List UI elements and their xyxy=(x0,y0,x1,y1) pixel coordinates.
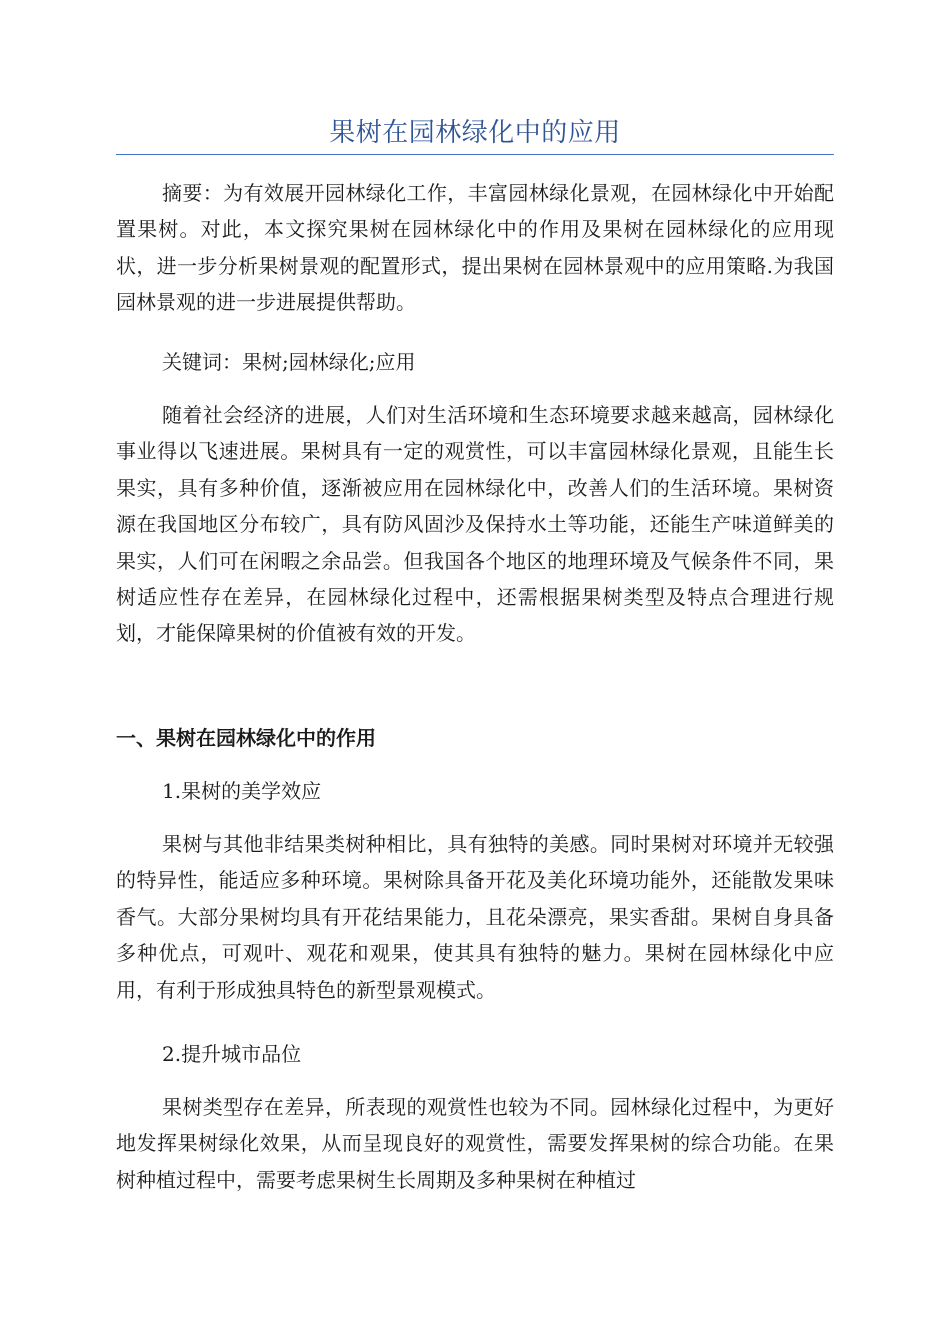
subsection-1-paragraph: 果树与其他非结果类树种相比，具有独特的美感。同时果树对环境并无较强的特异性，能适应多种环境。果树除具备开花及美化环境功能外，还能散发果味香气。大部分果树均具有开花结果能力，且花朵漂亮，果实香甜。果树自身具备多种优点，可观叶、观花和观果，使其具有独特的魅力。果树在园林绿化中应用，有利于形成独具特色的新型景观模式。 xyxy=(116,832,834,1002)
keywords-line: 关键词：果树;园林绿化;应用 xyxy=(162,350,416,374)
subsection-heading-2: 2.提升城市品位 xyxy=(162,1042,302,1066)
subsection-heading-1: 1.果树的美学效应 xyxy=(162,779,322,803)
abstract-paragraph: 摘要：为有效展开园林绿化工作，丰富园林绿化景观，在园林绿化中开始配置果树。对此，本文探究果树在园林绿化中的作用及果树在园林绿化的应用现状，进一步分析果树景观的配置形式，提出果树在园林景观中的应用策略.为我国园林景观的进一步进展提供帮助。 xyxy=(116,181,834,315)
document-title: 果树在园林绿化中的应用 xyxy=(329,118,621,148)
title-underline xyxy=(116,154,834,155)
intro-paragraph: 随着社会经济的进展，人们对生活环境和生态环境要求越来越高，园林绿化事业得以飞速进展。果树具有一定的观赏性，可以丰富园林绿化景观，且能生长果实，具有多种价值，逐渐被应用在园林绿化中，改善人们的生活环境。果树资源在我国地区分布较广，具有防风固沙及保持水土等功能，还能生产味道鲜美的果实，人们可在闲暇之余品尝。但我国各个地区的地理环境及气候条件不同，果树适应性存在差异，在园林绿化过程中，还需根据果树类型及特点合理进行规划，才能保障果树的价值被有效的开发。 xyxy=(116,403,834,646)
subsection-2-paragraph: 果树类型存在差异，所表现的观赏性也较为不同。园林绿化过程中，为更好地发挥果树绿化效果，从而呈现良好的观赏性，需要发挥果树的综合功能。在果树种植过程中，需要考虑果树生长周期及多种果树在种植过 xyxy=(116,1095,834,1192)
section-heading-1: 一、果树在园林绿化中的作用 xyxy=(116,726,376,750)
